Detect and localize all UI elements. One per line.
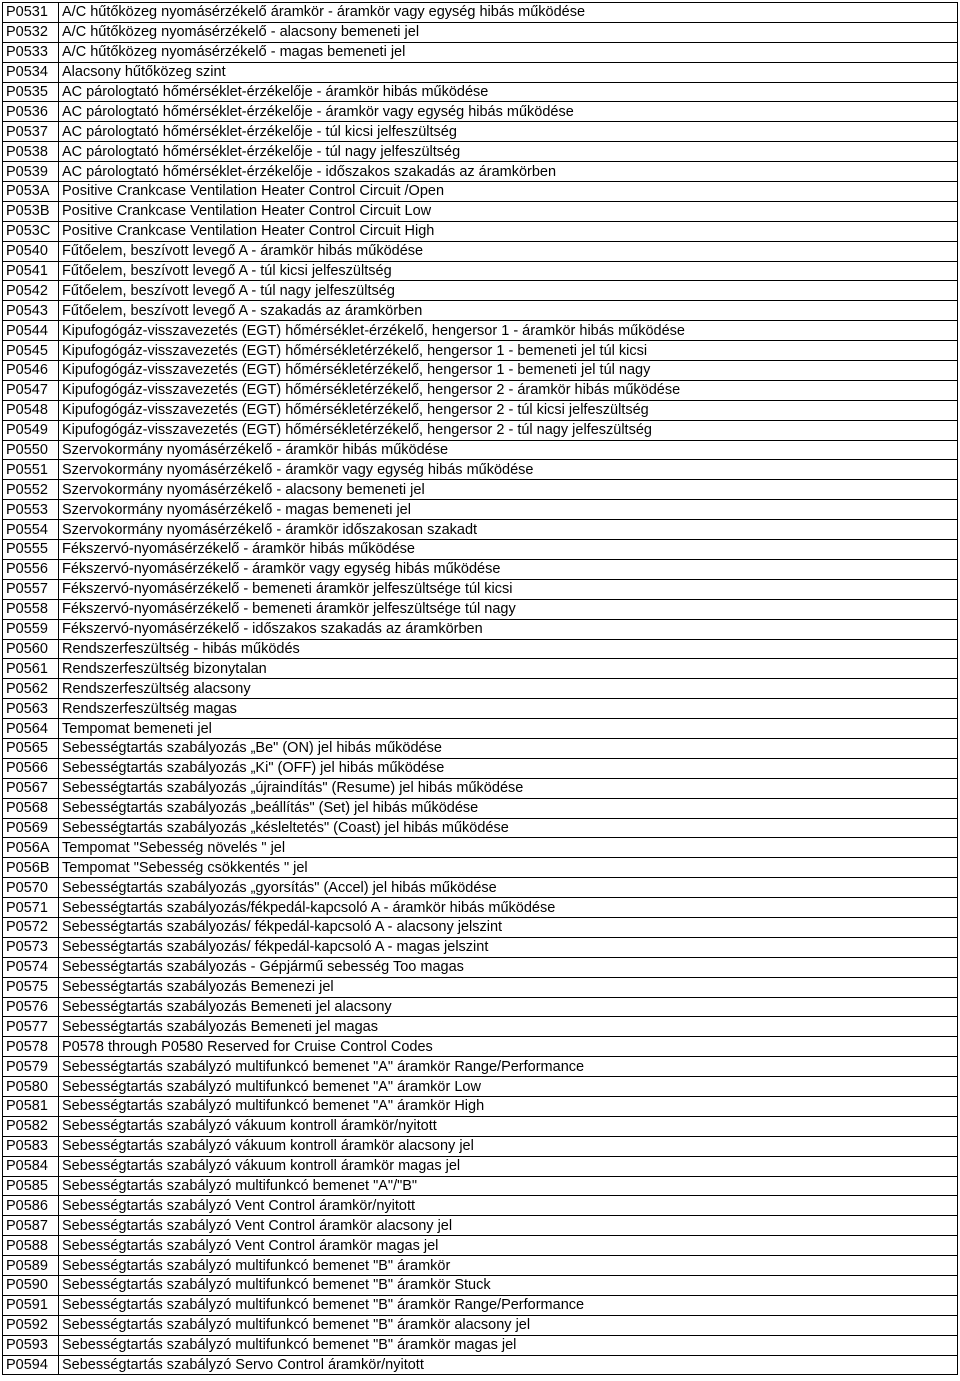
fault-description-cell: Kipufogógáz-visszavezetés (EGT) hőmérsékletérzékelő, hengersor 2 - túl nagy jelfeszültség: [59, 420, 958, 440]
fault-description-cell: Fűtőelem, beszívott levegő A - áramkör hibás működése: [59, 241, 958, 261]
fault-description-cell: AC párologtató hőmérséklet-érzékelője - időszakos szakadás az áramkörben: [59, 162, 958, 182]
fault-description-cell: Fűtőelem, beszívott levegő A - túl kicsi jelfeszültség: [59, 261, 958, 281]
table-row: [3, 1037, 958, 1057]
fault-description-cell: Sebességtartás szabályozás/ fékpedál-kapcsoló A - alacsony jelszint: [59, 917, 958, 937]
fault-description-cell: Sebességtartás szabályozás/fékpedál-kapcsoló A - áramkör hibás működése: [59, 898, 958, 918]
table-row: [3, 361, 958, 381]
fault-description-cell: Sebességtartás szabályozás „újraindítás" (Resume) jel hibás működése: [59, 778, 958, 798]
table-row: [3, 1156, 958, 1176]
table-row: [3, 420, 958, 440]
fault-description-cell: Kipufogógáz-visszavezetés (EGT) hőmérsékletérzékelő, hengersor 2 - áramkör hibás működése: [59, 380, 958, 400]
fault-description-cell: Sebességtartás szabályozás „beállítás" (Set) jel hibás működése: [59, 798, 958, 818]
table-row: [3, 142, 958, 162]
fault-code-cell: P0567: [3, 778, 59, 798]
fault-description-cell: Sebességtartás szabályzó Vent Control áramkör/nyitott: [59, 1196, 958, 1216]
fault-description-cell: Rendszerfeszültség magas: [59, 699, 958, 719]
fault-code-cell: P0550: [3, 440, 59, 460]
fault-code-cell: P056A: [3, 838, 59, 858]
fault-code-cell: P0568: [3, 798, 59, 818]
fault-description-cell: Sebességtartás szabályzó Vent Control áramkör magas jel: [59, 1236, 958, 1256]
table-row: [3, 321, 958, 341]
table-row: [3, 579, 958, 599]
fault-description-cell: Fékszervó-nyomásérzékelő - bemeneti áramkör jelfeszültsége túl kicsi: [59, 579, 958, 599]
fault-description-cell: Kipufogógáz-visszavezetés (EGT) hőmérséklet-érzékelő, hengersor 1 - áramkör hibás működése: [59, 321, 958, 341]
fault-description-cell: Sebességtartás szabályzó multifunkcó bemenet "A"/"B": [59, 1176, 958, 1196]
table-row: [3, 898, 958, 918]
table-row: [3, 937, 958, 957]
fault-description-cell: Sebességtartás szabályzó vákuum kontroll áramkör/nyitott: [59, 1116, 958, 1136]
fault-description-cell: Sebességtartás szabályzó Servo Control áramkör/nyitott: [59, 1355, 958, 1375]
fault-description-cell: Fékszervó-nyomásérzékelő - áramkör vagy egység hibás működése: [59, 559, 958, 579]
fault-description-cell: AC párologtató hőmérséklet-érzékelője - túl nagy jelfeszültség: [59, 142, 958, 162]
table-row: [3, 540, 958, 560]
fault-code-cell: P0594: [3, 1355, 59, 1375]
fault-code-cell: P0571: [3, 898, 59, 918]
fault-code-cell: P0542: [3, 281, 59, 301]
fault-code-cell: P0579: [3, 1057, 59, 1077]
fault-code-cell: P0564: [3, 719, 59, 739]
fault-code-cell: P0591: [3, 1295, 59, 1315]
table-row: [3, 679, 958, 699]
fault-code-cell: P0570: [3, 878, 59, 898]
fault-code-cell: P0546: [3, 361, 59, 381]
fault-code-cell: P0539: [3, 162, 59, 182]
table-row: [3, 1057, 958, 1077]
fault-code-table-body: [3, 3, 958, 1375]
fault-code-cell: P0585: [3, 1176, 59, 1196]
table-row: [3, 241, 958, 261]
table-row: [3, 261, 958, 281]
table-row: [3, 1176, 958, 1196]
table-row: [3, 997, 958, 1017]
fault-description-cell: Sebességtartás szabályzó Vent Control áramkör alacsony jel: [59, 1216, 958, 1236]
table-row: [3, 301, 958, 321]
fault-description-cell: Sebességtartás szabályzó multifunkcó bemenet "B" áramkör: [59, 1256, 958, 1276]
table-row: [3, 1236, 958, 1256]
table-row: [3, 619, 958, 639]
table-row: [3, 559, 958, 579]
fault-description-cell: Sebességtartás szabályozás Bemeneti jel magas: [59, 1017, 958, 1037]
fault-code-cell: P0562: [3, 679, 59, 699]
fault-description-cell: Kipufogógáz-visszavezetés (EGT) hőmérsékletérzékelő, hengersor 2 - túl kicsi jelfeszültség: [59, 400, 958, 420]
fault-code-cell: P0556: [3, 559, 59, 579]
fault-code-cell: P0534: [3, 62, 59, 82]
table-row: [3, 1315, 958, 1335]
table-row: [3, 858, 958, 878]
fault-code-cell: P0583: [3, 1136, 59, 1156]
fault-code-cell: P0561: [3, 659, 59, 679]
fault-description-cell: Fűtőelem, beszívott levegő A - túl nagy jelfeszültség: [59, 281, 958, 301]
fault-code-cell: P0589: [3, 1256, 59, 1276]
fault-description-cell: Tempomat bemeneti jel: [59, 719, 958, 739]
fault-code-cell: P0574: [3, 957, 59, 977]
fault-code-cell: P0533: [3, 42, 59, 62]
fault-description-cell: Fékszervó-nyomásérzékelő - időszakos szakadás az áramkörben: [59, 619, 958, 639]
table-row: [3, 22, 958, 42]
fault-description-cell: Sebességtartás szabályozás „Ki" (OFF) jel hibás működése: [59, 758, 958, 778]
fault-description-cell: Alacsony hűtőközeg szint: [59, 62, 958, 82]
fault-code-cell: P0580: [3, 1077, 59, 1097]
table-row: [3, 162, 958, 182]
fault-description-cell: Szervokormány nyomásérzékelő - magas bemeneti jel: [59, 500, 958, 520]
fault-description-cell: Sebességtartás szabályzó multifunkcó bemenet "B" áramkör Range/Performance: [59, 1295, 958, 1315]
table-row: [3, 1077, 958, 1097]
fault-code-cell: P0559: [3, 619, 59, 639]
fault-code-table: [2, 2, 958, 1375]
fault-code-cell: P0588: [3, 1236, 59, 1256]
fault-code-cell: P0577: [3, 1017, 59, 1037]
table-row: [3, 182, 958, 202]
table-row: [3, 1355, 958, 1375]
fault-code-cell: P0563: [3, 699, 59, 719]
table-row: [3, 201, 958, 221]
fault-code-cell: P0590: [3, 1276, 59, 1296]
table-row: [3, 400, 958, 420]
table-row: [3, 838, 958, 858]
table-row: [3, 380, 958, 400]
fault-code-cell: P0536: [3, 102, 59, 122]
table-row: [3, 1196, 958, 1216]
table-row: [3, 1276, 958, 1296]
fault-code-cell: P0547: [3, 380, 59, 400]
fault-code-cell: P0558: [3, 599, 59, 619]
table-row: [3, 440, 958, 460]
table-row: [3, 719, 958, 739]
fault-description-cell: Rendszerfeszültség bizonytalan: [59, 659, 958, 679]
fault-code-cell: P053B: [3, 201, 59, 221]
fault-code-cell: P0531: [3, 3, 59, 23]
fault-description-cell: Sebességtartás szabályozás/ fékpedál-kapcsoló A - magas jelszint: [59, 937, 958, 957]
table-row: [3, 1116, 958, 1136]
fault-description-cell: Sebességtartás szabályozás Bemeneti jel alacsony: [59, 997, 958, 1017]
fault-code-cell: P0545: [3, 341, 59, 361]
table-row: [3, 778, 958, 798]
fault-description-cell: Fékszervó-nyomásérzékelő - bemeneti áramkör jelfeszültsége túl nagy: [59, 599, 958, 619]
fault-code-cell: P0592: [3, 1315, 59, 1335]
table-row: [3, 460, 958, 480]
table-row: [3, 3, 958, 23]
table-row: [3, 977, 958, 997]
table-row: [3, 878, 958, 898]
fault-code-cell: P0554: [3, 520, 59, 540]
fault-description-cell: Sebességtartás szabályzó multifunkcó bemenet "A" áramkör Range/Performance: [59, 1057, 958, 1077]
fault-description-cell: Sebességtartás szabályozás „gyorsítás" (Accel) jel hibás működése: [59, 878, 958, 898]
table-row: [3, 1136, 958, 1156]
table-row: [3, 917, 958, 937]
fault-description-cell: AC párologtató hőmérséklet-érzékelője - áramkör vagy egység hibás működése: [59, 102, 958, 122]
table-row: [3, 738, 958, 758]
fault-description-cell: Positive Crankcase Ventilation Heater Control Circuit /Open: [59, 182, 958, 202]
fault-code-cell: P0587: [3, 1216, 59, 1236]
fault-code-cell: P0593: [3, 1335, 59, 1355]
table-row: [3, 221, 958, 241]
fault-description-cell: P0578 through P0580 Reserved for Cruise Control Codes: [59, 1037, 958, 1057]
table-row: [3, 818, 958, 838]
fault-description-cell: Sebességtartás szabályozás „késleltetés" (Coast) jel hibás működése: [59, 818, 958, 838]
table-row: [3, 500, 958, 520]
fault-description-cell: AC párologtató hőmérséklet-érzékelője - áramkör hibás működése: [59, 82, 958, 102]
fault-code-cell: P0578: [3, 1037, 59, 1057]
fault-code-cell: P0572: [3, 917, 59, 937]
fault-description-cell: Szervokormány nyomásérzékelő - áramkör vagy egység hibás működése: [59, 460, 958, 480]
fault-description-cell: Sebességtartás szabályozás - Gépjármű sebesség Too magas: [59, 957, 958, 977]
table-row: [3, 1295, 958, 1315]
fault-code-cell: P0553: [3, 500, 59, 520]
fault-description-cell: Sebességtartás szabályozás „Be" (ON) jel hibás működése: [59, 738, 958, 758]
fault-description-cell: Positive Crankcase Ventilation Heater Control Circuit Low: [59, 201, 958, 221]
table-row: [3, 798, 958, 818]
table-row: [3, 82, 958, 102]
fault-code-cell: P0535: [3, 82, 59, 102]
fault-code-cell: P0575: [3, 977, 59, 997]
table-row: [3, 341, 958, 361]
fault-code-cell: P056B: [3, 858, 59, 878]
fault-description-cell: Sebességtartás szabályzó multifunkcó bemenet "B" áramkör magas jel: [59, 1335, 958, 1355]
fault-description-cell: Sebességtartás szabályozás Bemenezi jel: [59, 977, 958, 997]
fault-description-cell: Fűtőelem, beszívott levegő A - szakadás az áramkörben: [59, 301, 958, 321]
table-row: [3, 42, 958, 62]
table-row: [3, 480, 958, 500]
fault-code-cell: P0582: [3, 1116, 59, 1136]
fault-code-cell: P0569: [3, 818, 59, 838]
fault-description-cell: Positive Crankcase Ventilation Heater Control Circuit High: [59, 221, 958, 241]
fault-description-cell: A/C hűtőközeg nyomásérzékelő - magas bemeneti jel: [59, 42, 958, 62]
fault-description-cell: Sebességtartás szabályzó multifunkcó bemenet "A" áramkör Low: [59, 1077, 958, 1097]
fault-description-cell: Rendszerfeszültség alacsony: [59, 679, 958, 699]
fault-description-cell: Fékszervó-nyomásérzékelő - áramkör hibás működése: [59, 540, 958, 560]
fault-description-cell: Sebességtartás szabályzó vákuum kontroll áramkör alacsony jel: [59, 1136, 958, 1156]
fault-code-cell: P0573: [3, 937, 59, 957]
fault-description-cell: Rendszerfeszültség - hibás működés: [59, 639, 958, 659]
table-row: [3, 520, 958, 540]
fault-description-cell: Szervokormány nyomásérzékelő - alacsony bemeneti jel: [59, 480, 958, 500]
fault-code-cell: P0581: [3, 1096, 59, 1116]
table-row: [3, 281, 958, 301]
table-row: [3, 699, 958, 719]
table-row: [3, 62, 958, 82]
fault-code-cell: P0560: [3, 639, 59, 659]
fault-description-cell: AC párologtató hőmérséklet-érzékelője - túl kicsi jelfeszültség: [59, 122, 958, 142]
table-row: [3, 102, 958, 122]
table-row: [3, 1096, 958, 1116]
fault-description-cell: Sebességtartás szabályzó multifunkcó bemenet "B" áramkör alacsony jel: [59, 1315, 958, 1335]
fault-code-cell: P0537: [3, 122, 59, 142]
fault-code-cell: P0552: [3, 480, 59, 500]
table-row: [3, 122, 958, 142]
fault-code-cell: P0540: [3, 241, 59, 261]
fault-code-cell: P053A: [3, 182, 59, 202]
fault-code-cell: P0584: [3, 1156, 59, 1176]
table-row: [3, 957, 958, 977]
fault-description-cell: A/C hűtőközeg nyomásérzékelő - alacsony bemeneti jel: [59, 22, 958, 42]
fault-code-cell: P0551: [3, 460, 59, 480]
table-row: [3, 1335, 958, 1355]
fault-description-cell: Tempomat "Sebesség növelés " jel: [59, 838, 958, 858]
table-row: [3, 659, 958, 679]
table-row: [3, 639, 958, 659]
fault-description-cell: A/C hűtőközeg nyomásérzékelő áramkör - áramkör vagy egység hibás működése: [59, 3, 958, 23]
fault-description-cell: Sebességtartás szabályzó vákuum kontroll áramkör magas jel: [59, 1156, 958, 1176]
fault-description-cell: Tempomat "Sebesség csökkentés " jel: [59, 858, 958, 878]
fault-description-cell: Sebességtartás szabályzó multifunkcó bemenet "A" áramkör High: [59, 1096, 958, 1116]
fault-code-cell: P0576: [3, 997, 59, 1017]
fault-description-cell: Szervokormány nyomásérzékelő - áramkör hibás működése: [59, 440, 958, 460]
fault-code-cell: P0549: [3, 420, 59, 440]
fault-code-cell: P0543: [3, 301, 59, 321]
table-row: [3, 599, 958, 619]
fault-description-cell: Kipufogógáz-visszavezetés (EGT) hőmérsékletérzékelő, hengersor 1 - bemeneti jel túl nagy: [59, 361, 958, 381]
fault-code-cell: P053C: [3, 221, 59, 241]
fault-description-cell: Sebességtartás szabályzó multifunkcó bemenet "B" áramkör Stuck: [59, 1276, 958, 1296]
fault-code-cell: P0566: [3, 758, 59, 778]
fault-description-cell: Szervokormány nyomásérzékelő - áramkör időszakosan szakadt: [59, 520, 958, 540]
fault-code-cell: P0565: [3, 738, 59, 758]
table-row: [3, 1256, 958, 1276]
fault-code-cell: P0541: [3, 261, 59, 281]
table-row: [3, 758, 958, 778]
fault-code-cell: P0586: [3, 1196, 59, 1216]
fault-description-cell: Kipufogógáz-visszavezetés (EGT) hőmérsékletérzékelő, hengersor 1 - bemeneti jel túl kicsi: [59, 341, 958, 361]
fault-code-cell: P0557: [3, 579, 59, 599]
fault-code-cell: P0555: [3, 540, 59, 560]
fault-code-cell: P0548: [3, 400, 59, 420]
fault-code-cell: P0544: [3, 321, 59, 341]
fault-code-cell: P0538: [3, 142, 59, 162]
fault-code-cell: P0532: [3, 22, 59, 42]
table-row: [3, 1017, 958, 1037]
table-row: [3, 1216, 958, 1236]
